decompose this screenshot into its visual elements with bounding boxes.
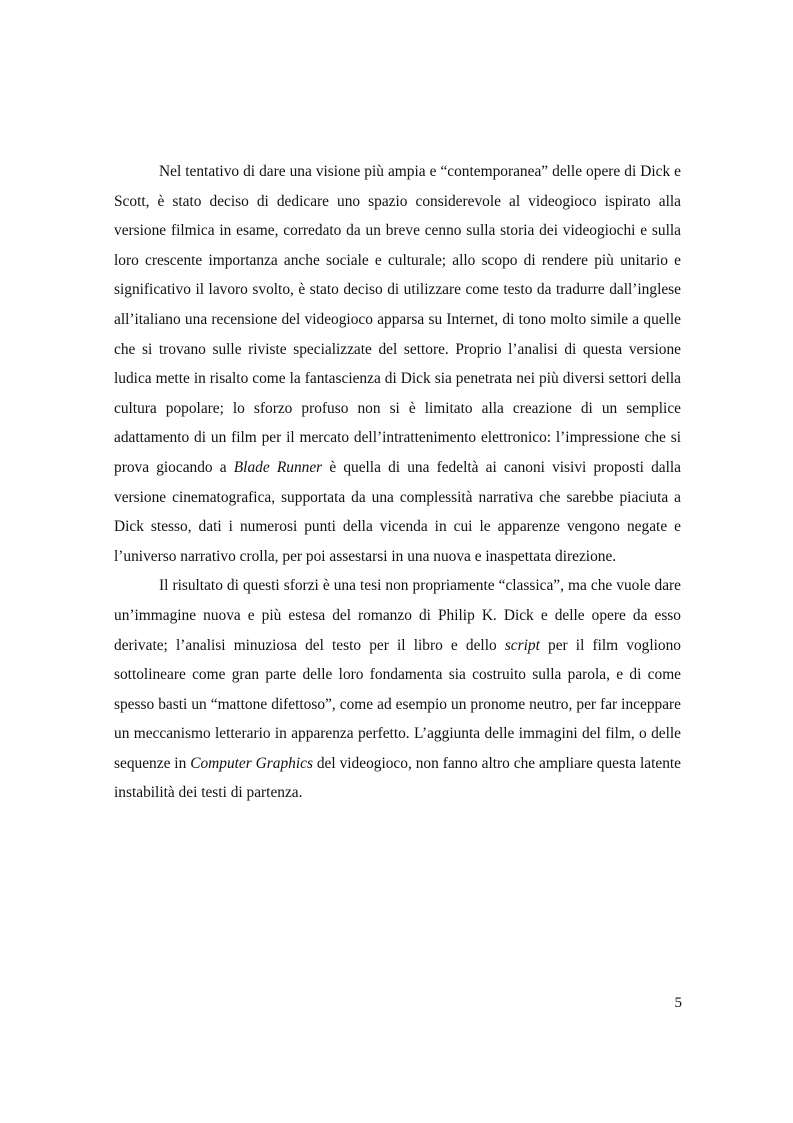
italic-title-blade-runner: Blade Runner xyxy=(233,458,323,476)
italic-term-script: script xyxy=(504,636,540,654)
page-number: 5 xyxy=(674,995,682,1011)
paragraph-1-text-2: è quella di una fedeltà ai canoni visivi proposti dalla versione cinematografica, supportata da una complessità narrativa che sarebbe piaciuta a Dick stesso, dati i numerosi punti della vicenda in cui le apparenze vengono negate e l’universo narrativo crolla, per poi assestarsi in una nuova e inaspettata direzione. xyxy=(114,458,681,565)
paragraph-2-text-3: del videogioco, non fanno altro che ampliare questa latente instabilità dei testi di partenza. xyxy=(114,754,681,802)
italic-term-computer-graphics: Computer Graphics xyxy=(190,754,313,772)
paragraph-2-text-1: Il risultato di questi sforzi è una tesi non propriamente “classica”, ma che vuole dare un’immagine nuova e più estesa del romanzo di Philip K. Dick e delle opere da esso derivate; l’analisi minuziosa del testo per il libro e dello xyxy=(114,577,681,654)
paragraph-1 xyxy=(114,157,681,571)
body-text xyxy=(114,157,681,808)
paragraph-2-text-2: per il film vogliono sottolineare come gran parte delle loro fondamenta sia costruito sulla parola, e di come spesso basti un “mattone difettoso”, come ad esempio un pronome neutro, per far inceppare un meccanismo letterario in apparenza perfetto. L’aggiunta delle immagini del film, o delle sequenze in xyxy=(114,636,682,772)
paragraph-1-text-1: Nel tentativo di dare una visione più ampia e “contemporanea” delle opere di Dick e Scott, è stato deciso di dedicare uno spazio considerevole al videogioco ispirato alla versione filmica in esame, corredato da un breve cenno sulla storia dei videogiochi e sulla loro crescente importanza anche sociale e culturale; allo scopo di rendere più unitario e significativo il lavoro svolto, è stato deciso di utilizzare come testo da tradurre dall’inglese all’italiano una recensione del videogioco apparsa su Internet, di tono molto simile a quelle che si trovano sulle riviste specializzate del settore. Proprio l’analisi di questa versione ludica mette in risalto come la fantascienza di Dick sia penetrata nei più diversi settori della cultura popolare; lo sforzo profuso non si è limitato alla creazione di un semplice adattamento di un film per il mercato dell’intrattenimento elettronico: l’impressione che si prova giocando a xyxy=(114,163,681,476)
paragraph-2 xyxy=(114,571,681,808)
